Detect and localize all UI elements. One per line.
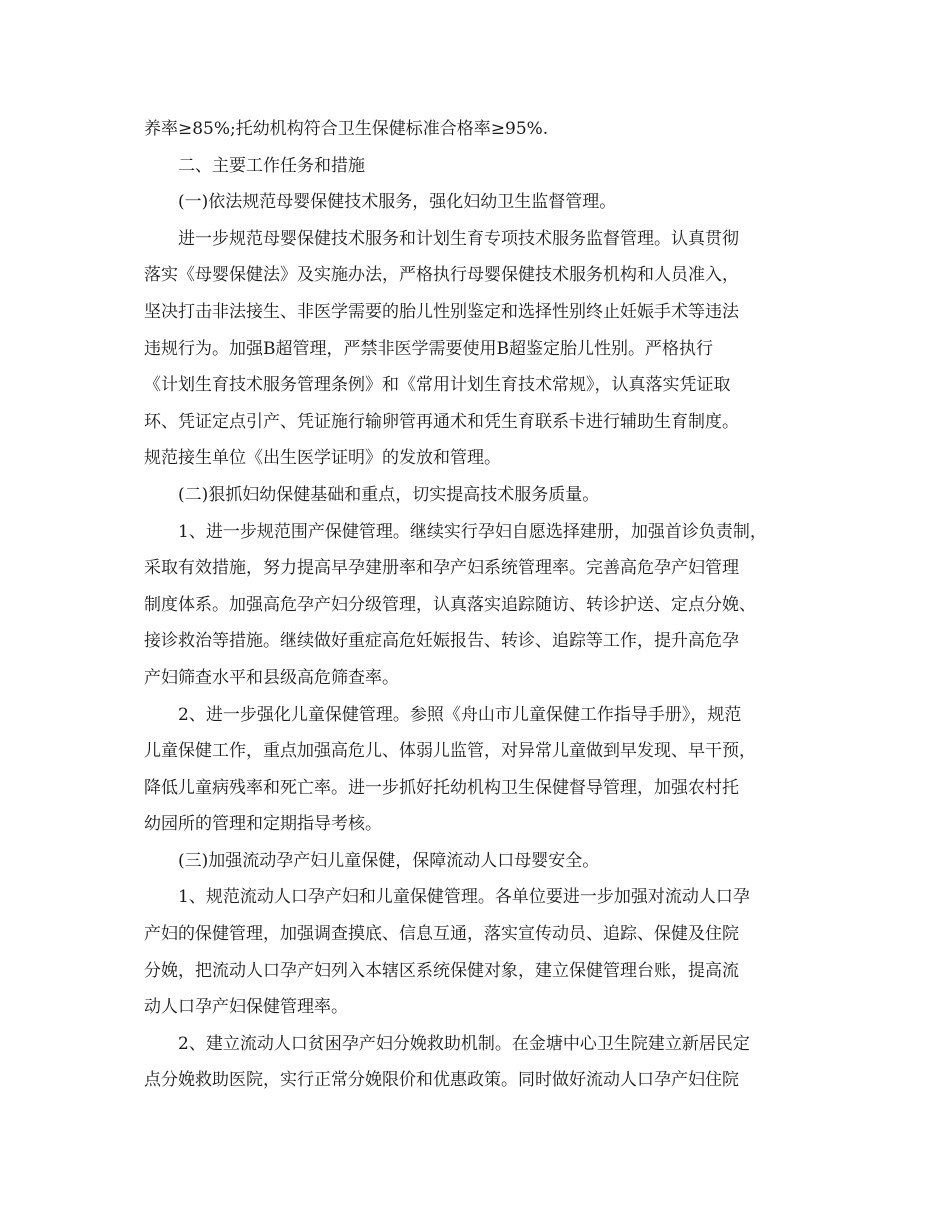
text-line: 进一步规范母婴保健技术服务和计划生育专项技术服务监督管理。认真贯彻 bbox=[178, 228, 739, 249]
text-line: 2、进一步强化儿童保健管理。参照《舟山市儿童保健工作指导手册》，规范 bbox=[178, 704, 742, 725]
text-line: 坚决打击非法接生、非医学需要的胎儿性别鉴定和选择性别终止妊娠手术等违法 bbox=[144, 301, 739, 322]
text-line: 分娩，把流动人口孕产妇列入本辖区系统保健对象，建立保健管理台账，提高流 bbox=[144, 960, 739, 981]
text-line: 儿童保健工作，重点加强高危儿、体弱儿监管，对异常儿童做到早发现、早干预， bbox=[144, 741, 756, 762]
text-line: 降低儿童病残率和死亡率。进一步抓好托幼机构卫生保健督导管理，加强农村托 bbox=[144, 777, 739, 798]
text-line: 落实《母婴保健法》及实施办法，严格执行母婴保健技术服务机构和人员准入， bbox=[144, 265, 739, 286]
text-line: 1、规范流动人口孕产妇和儿童保健管理。各单位要进一步加强对流动人口孕 bbox=[178, 887, 750, 908]
text-line: 养率≥85%;托幼机构符合卫生保健标准合格率≥95%. bbox=[144, 119, 549, 139]
text-line: (二)狠抓妇幼保健基础和重点，切实提高技术服务质量。 bbox=[178, 484, 600, 505]
text-line: 环、凭证定点引产、凭证施行输卵管再通术和凭生育联系卡进行辅助生育制度。 bbox=[144, 411, 739, 432]
text-line: 接诊救治等措施。继续做好重症高危妊娠报告、转诊、追踪等工作，提升高危孕 bbox=[144, 631, 739, 652]
text-line: 《计划生育技术服务管理条例》和《常用计划生育技术常规》，认真落实凭证取 bbox=[144, 375, 731, 396]
text-line: 采取有效措施，努力提高早孕建册率和孕产妇系统管理率。完善高危孕产妇管理 bbox=[144, 558, 739, 579]
text-line: 1、进一步规范围产保健管理。继续实行孕妇自愿选择建册，加强首诊负责制， bbox=[178, 521, 767, 542]
text-line: 产妇的保健管理，加强调查摸底、信息互通，落实宣传动员、追踪、保健及住院 bbox=[144, 924, 739, 945]
document-body bbox=[144, 111, 814, 1099]
text-line: 点分娩救助医院，实行正常分娩限价和优惠政策。同时做好流动人口孕产妇住院 bbox=[144, 1070, 739, 1091]
text-line: 制度体系。加强高危孕产妇分级管理，认真落实追踪随访、转诊护送、定点分娩、 bbox=[144, 594, 756, 615]
text-line: 幼园所的管理和定期指导考核。 bbox=[144, 814, 382, 835]
text-line: 2、建立流动人口贫困孕产妇分娩救助机制。在金塘中心卫生院建立新居民定 bbox=[178, 1033, 750, 1054]
text-line: (一)依法规范母婴保健技术服务，强化妇幼卫生监督管理。 bbox=[178, 192, 617, 213]
text-line: 二、主要工作任务和措施 bbox=[178, 155, 365, 176]
text-line: 违规行为。加强B超管理，严禁非医学需要使用B超鉴定胎儿性别。严格执行 bbox=[144, 338, 713, 359]
text-line: (三)加强流动孕产妇儿童保健，保障流动人口母婴安全。 bbox=[178, 850, 600, 871]
text-line: 产妇筛查水平和县级高危筛查率。 bbox=[144, 667, 399, 688]
text-line: 规范接生单位《出生医学证明》的发放和管理。 bbox=[144, 448, 501, 469]
text-line: 动人口孕产妇保健管理率。 bbox=[144, 997, 348, 1018]
